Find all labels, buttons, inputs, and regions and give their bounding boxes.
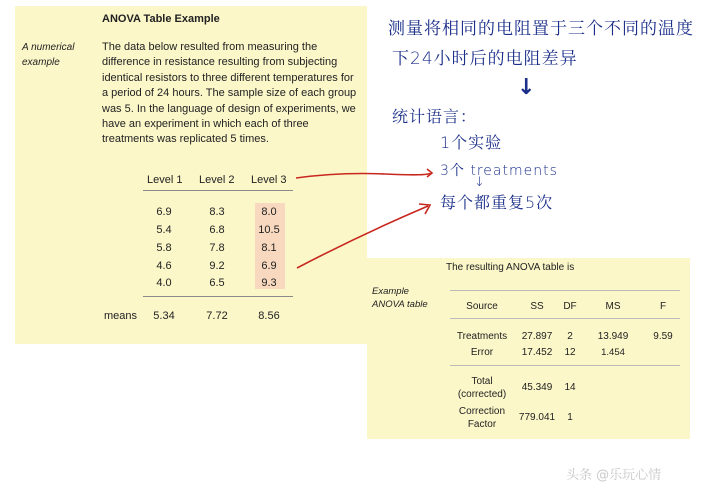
handwritten-item-3: 每个都重复5次 [440,193,554,212]
mean-level-2: 7.72 [206,310,228,322]
data-cell: 9.3 [261,277,277,289]
treatments-f: 9.59 [653,331,673,342]
row-total-label: Total (corrected) [457,376,507,400]
example-anova-note: Example ANOVA table [372,286,428,310]
treatments-ss: 27.897 [521,331,553,342]
handwritten-item-2: 3个 treatments [440,163,558,179]
handwritten-note-line-2: 下24小时后的电阻差异 [392,49,578,69]
level-3-header: Level 3 [251,174,287,186]
total-df: 14 [564,382,576,393]
data-cell: 7.8 [209,242,225,254]
arrow-to-replicates [297,206,428,268]
col-ss: SS [530,301,544,312]
correction-ss: 779.041 [518,412,556,423]
mean-level-3: 8.56 [258,310,280,322]
data-cell: 4.0 [156,277,172,289]
means-label: means [104,310,138,322]
level-2-header: Level 2 [199,174,235,186]
correction-df: 1 [567,412,573,423]
data-cell: 6.5 [209,277,225,289]
data-cell: 6.9 [261,260,277,272]
data-cell: 9.2 [209,260,225,272]
col-ms: MS [605,301,621,312]
data-cell: 8.0 [261,206,277,218]
watermark: 头条 @乐玩心情 [566,468,662,483]
row-treatments-label: Treatments [456,331,508,342]
row-error-label: Error [470,347,494,358]
error-ss: 17.452 [521,347,553,358]
arrow-to-treatments [296,173,430,178]
data-cell: 8.1 [261,242,277,254]
data-cell: 8.3 [209,206,225,218]
data-cell: 5.8 [156,242,172,254]
error-ms: 1.454 [601,347,625,358]
numerical-example-note: A numerical example [22,42,75,68]
mean-level-1: 5.34 [153,310,175,322]
total-ss: 45.349 [521,382,553,393]
treatments-ms: 13.949 [597,331,629,342]
treatments-df: 2 [567,331,573,342]
level-1-header: Level 1 [147,174,183,186]
row-correction-label: Correction Factor [458,406,506,430]
anova-example-title: ANOVA Table Example [102,13,220,25]
data-cell: 4.6 [156,260,172,272]
data-cell: 5.4 [156,224,172,236]
col-df: DF [563,301,577,312]
handwritten-stat-heading: 统计语言： [392,107,478,126]
description-paragraph: The data below resulted from measuring the difference in resistance resulting from subjecting identical resistors to three different temperatures for a period of 24 hours. The sample size of each group was 5. In the language of design of experiments, we have an experiment in which each of three treatments was replicated 5 times. [102,41,357,146]
col-source: Source [466,301,498,312]
data-cell: 6.9 [156,206,172,218]
arrow-down-icon: ↓ [517,75,537,100]
handwritten-note-line-1: 测量将相同的电阻置于三个不同的温度 [388,19,694,39]
data-cell: 6.8 [209,224,225,236]
handwritten-item-1: 1个实验 [440,133,503,152]
anova-table-heading: The resulting ANOVA table is [446,262,575,273]
col-f: F [659,301,667,312]
error-df: 12 [564,347,576,358]
data-cell: 10.5 [258,224,280,236]
small-arrow-icon: ↓ [474,175,486,190]
